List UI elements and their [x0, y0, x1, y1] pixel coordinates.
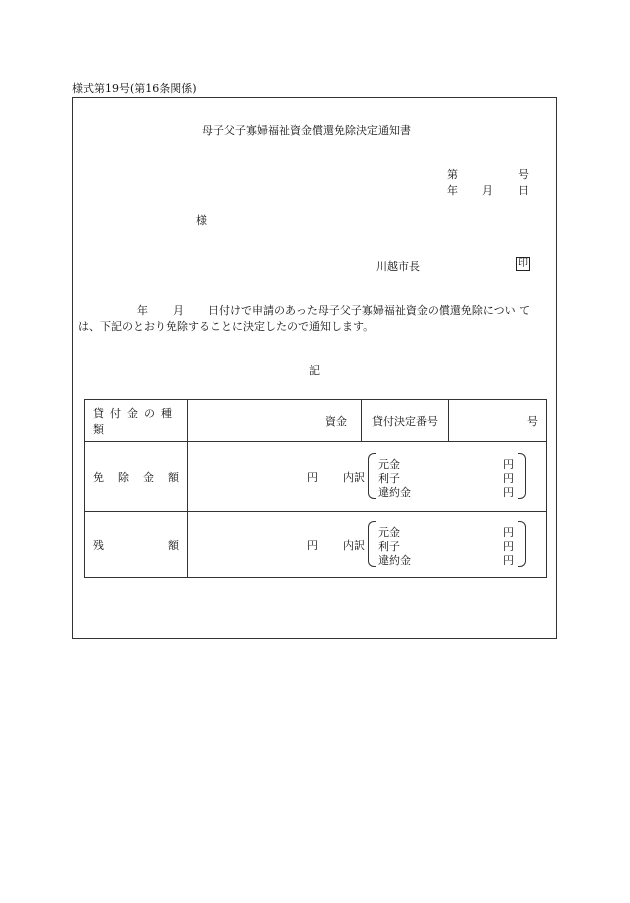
- fund-suffix: 資金: [325, 414, 347, 428]
- fund-cell: [188, 400, 362, 442]
- document-title: 母子父子寡婦福祉資金償還免除決定通知書: [202, 124, 411, 137]
- balance-label: [85, 512, 188, 578]
- addressee-suffix: 様: [196, 214, 207, 227]
- waiver-amount-label: [85, 442, 188, 512]
- row-loan-type: [85, 400, 547, 442]
- ki-mark: 記: [309, 364, 320, 377]
- label-char: 除: [118, 470, 129, 484]
- details-table: [84, 399, 547, 578]
- label-char: 額: [168, 470, 179, 484]
- waiver-breakdown-label: 内訳: [343, 470, 365, 484]
- decision-number-cell: [449, 400, 547, 442]
- breakdown-line: 元金 円: [378, 457, 514, 471]
- label-char: 残: [93, 538, 104, 552]
- breakdown-line: 利子 円: [378, 539, 514, 553]
- balance-breakdown-label: 内訳: [343, 538, 365, 552]
- issuer: 川越市長: [376, 260, 420, 273]
- breakdown-line: 利子 円: [378, 471, 514, 485]
- body-line-1: 日付けで申請のあった母子父子寡婦福祉資金の償還免除につい て: [208, 304, 531, 317]
- label-char: 額: [168, 538, 179, 552]
- body-year: 年: [137, 304, 148, 317]
- form-number: 様式第19号(第16条関係): [72, 82, 197, 95]
- seal-mark: 印: [518, 258, 528, 269]
- balance-breakdown-bracket: [368, 519, 526, 571]
- waiver-amount-cell: [188, 442, 547, 512]
- number-suffix-cell: 号: [527, 414, 538, 428]
- date-month: 月: [482, 184, 493, 197]
- balance-cell: [188, 512, 547, 578]
- breakdown-line: 元金 円: [378, 525, 514, 539]
- body-line-2: は、下記のとおり免除することに決定したので通知します。: [78, 320, 375, 333]
- body-month: 月: [173, 304, 184, 317]
- number-suffix: 号: [518, 168, 529, 181]
- label-char: 免: [93, 470, 104, 484]
- breakdown-line: 違約金 円: [378, 485, 514, 499]
- waiver-breakdown-bracket: [368, 451, 526, 503]
- waiver-yen: 円: [307, 470, 318, 484]
- balance-yen: 円: [307, 538, 318, 552]
- date-day: 日: [518, 184, 529, 197]
- loan-type-label: 貸付金の種類: [85, 400, 188, 442]
- row-waiver-amount: [85, 442, 547, 512]
- breakdown-line: 違約金 円: [378, 553, 514, 567]
- row-balance: [85, 512, 547, 578]
- decision-number-label: 貸付決定番号: [362, 400, 449, 442]
- label-char: 金: [143, 470, 154, 484]
- date-year: 年: [447, 184, 458, 197]
- number-prefix: 第: [447, 168, 458, 181]
